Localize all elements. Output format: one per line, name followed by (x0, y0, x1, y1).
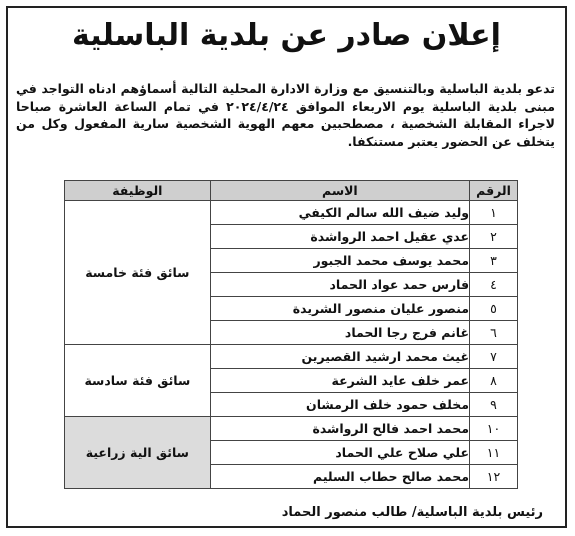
header-job: الوظيفة (65, 181, 211, 201)
row-name: غانم فرج رجا الحماد (210, 321, 469, 345)
row-number: ٤ (470, 273, 518, 297)
row-number: ٨ (470, 369, 518, 393)
header-number: الرقم (470, 181, 518, 201)
header-name: الاسم (210, 181, 469, 201)
row-number: ٢ (470, 225, 518, 249)
row-name: عدي عقيل احمد الرواشدة (210, 225, 469, 249)
table-row (65, 417, 518, 441)
announcement-title: إعلان صادر عن بلدية الباسلية (72, 18, 501, 53)
row-number: ١٢ (470, 465, 518, 489)
row-name: وليد ضيف الله سالم الكيفي (210, 201, 469, 225)
row-name: علي صلاح علي الحماد (210, 441, 469, 465)
candidates-table (64, 180, 518, 489)
job-group-3: سائق الية زراعية (65, 417, 211, 489)
table-row (65, 345, 518, 369)
row-number: ٣ (470, 249, 518, 273)
row-number: ١١ (470, 441, 518, 465)
announcement-body: تدعو بلدية الباسلية وبالتنسيق مع وزارة الادارة المحلية التالية أسماؤهم ادناه التواجد في مبنى بلدية الباسلية يوم الاربعاء الموافق ٢٠٢٤/٤/٢٤ في تمام الساعة العاشرة صباحا لاجراء المقابلة الشخصية ، مصطحبين معهم الهوية الشخصية سارية المفعول وكل من يتخلف عن الحضور يعتبر مستنكفا. (16, 81, 555, 149)
row-name: منصور عليان منصور الشريدة (210, 297, 469, 321)
row-name: غيث محمد ارشيد القصيرين (210, 345, 469, 369)
table-row (65, 201, 518, 225)
row-number: ٦ (470, 321, 518, 345)
job-group-2: سائق فئة سادسة (65, 345, 211, 417)
row-number: ١ (470, 201, 518, 225)
row-name: محمد صالح حطاب السليم (210, 465, 469, 489)
row-number: ٥ (470, 297, 518, 321)
row-number: ٩ (470, 393, 518, 417)
row-name: فارس حمد عواد الحماد (210, 273, 469, 297)
signature-line: رئيس بلدية الباسلية/ طالب منصور الحماد (281, 505, 543, 520)
job-group-1: سائق فئة خامسة (65, 201, 211, 345)
row-number: ١٠ (470, 417, 518, 441)
row-name: محمد احمد فالح الرواشدة (210, 417, 469, 441)
table-header-row (65, 181, 518, 201)
row-name: عمر خلف عايد الشرعة (210, 369, 469, 393)
row-name: محمد يوسف محمد الجبور (210, 249, 469, 273)
announcement-frame (6, 6, 567, 528)
row-number: ٧ (470, 345, 518, 369)
row-name: مخلف حمود خلف الرمشان (210, 393, 469, 417)
